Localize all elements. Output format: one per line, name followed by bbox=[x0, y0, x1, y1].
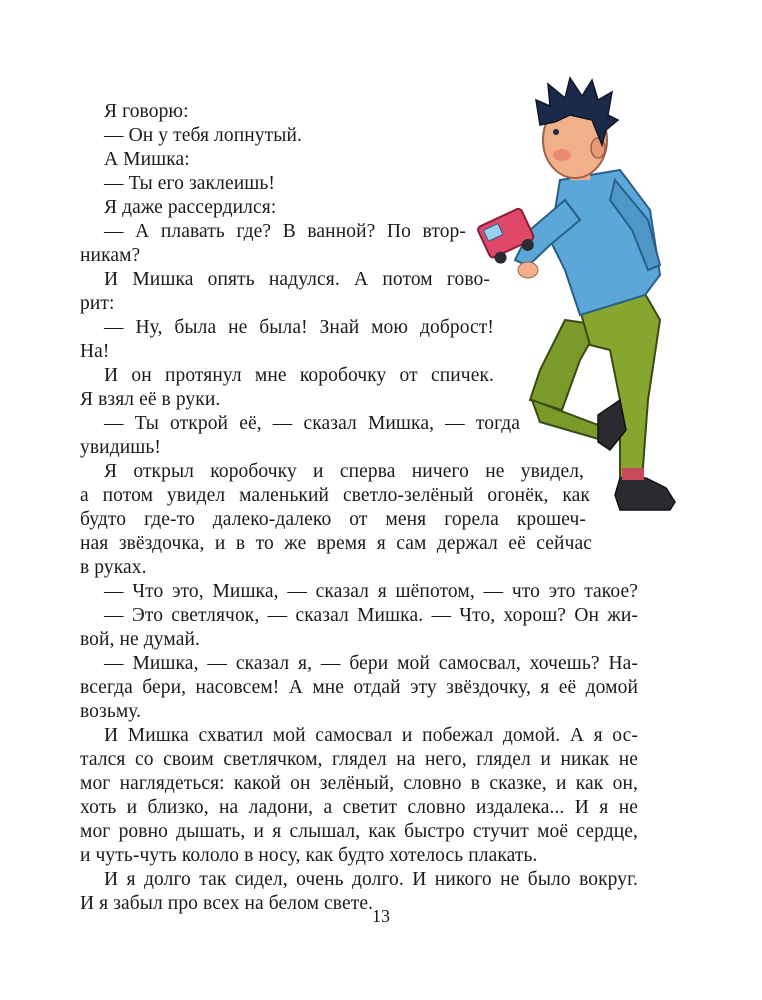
text-line: И Мишка схватил мой самосвал и побежал домой. А я ос- bbox=[104, 725, 638, 746]
text-line: И я забыл про всех на белом свете. bbox=[80, 893, 374, 914]
text-line: А Мишка: bbox=[104, 149, 190, 170]
text-line: На! bbox=[80, 341, 110, 362]
text-line: хоть и близко, на ладони, а светит словно издалека... И я не bbox=[80, 797, 638, 818]
text-line: никам? bbox=[80, 245, 141, 266]
page-number: 13 bbox=[372, 906, 390, 926]
front-shoe bbox=[615, 478, 675, 510]
text-line: — Ты открой её, — сказал Мишка, — тогда bbox=[104, 413, 520, 434]
text-line: И Мишка опять надулся. А потом гово- bbox=[104, 269, 490, 290]
eye bbox=[553, 129, 559, 135]
pants-front-leg bbox=[580, 285, 660, 480]
text-line: рит: bbox=[80, 293, 115, 314]
text-line: Я открыл коробочку и сперва ничего не увидел, bbox=[104, 461, 584, 482]
front-sock bbox=[622, 468, 644, 480]
text-line: возьму. bbox=[80, 701, 142, 722]
text-line: вой, не думай. bbox=[80, 629, 200, 650]
text-line: — Это светлячок, — сказал Мишка. — Что, хорош? Он жи- bbox=[104, 605, 638, 626]
back-shin bbox=[532, 400, 602, 440]
text-line: всегда бери, насовсем! А мне отдай эту звёздочку, я её домой bbox=[80, 677, 638, 698]
text-line: ная звёздочка, и в то же время я сам держал её сейчас bbox=[80, 533, 592, 554]
hand bbox=[518, 262, 538, 278]
text-line: мог наглядеться: какой он зелёный, словно в сказке, и как он, bbox=[80, 773, 638, 794]
text-line: — Ну, была не была! Знай мою доброст! bbox=[104, 317, 494, 338]
text-line: Я взял её в руки. bbox=[80, 389, 221, 410]
text-line: и чуть-чуть кололо в носу, как будто хотелось плакать. bbox=[80, 845, 538, 866]
cheek bbox=[553, 149, 571, 161]
text-line: тался со своим светлячком, глядел на него, глядел и никак не bbox=[80, 749, 638, 770]
text-line: — Что это, Мишка, — сказал я шёпотом, — что это такое? bbox=[104, 581, 638, 602]
text-line: И он протянул мне коробочку от спичек. bbox=[104, 365, 494, 386]
text-line: И я долго так сидел, очень долго. И никого не было вокруг. bbox=[104, 869, 638, 890]
text-line: — А плавать где? В ванной? По втор- bbox=[104, 221, 466, 242]
text-line: — Ты его заклеишь! bbox=[104, 173, 275, 194]
text-line: — Мишка, — сказал я, — бери мой самосвал, хочешь? На- bbox=[104, 653, 638, 674]
text-line: мог ровно дышать, и я слышал, как быстро стучит моё сердце, bbox=[80, 821, 638, 842]
text-line: а потом увидел маленький светло-зелёный огонёк, как bbox=[80, 485, 590, 506]
text-line: Я даже рассердился: bbox=[104, 197, 277, 218]
text-line: — Он у тебя лопнутый. bbox=[104, 125, 302, 146]
text-line: увидишь! bbox=[80, 437, 161, 458]
text-line: Я говорю: bbox=[104, 101, 189, 122]
text-line: будто где-то далеко-далеко от меня горела крошеч- bbox=[80, 509, 586, 530]
text-line: в руках. bbox=[80, 557, 147, 578]
boy-running-illustration bbox=[470, 70, 700, 540]
